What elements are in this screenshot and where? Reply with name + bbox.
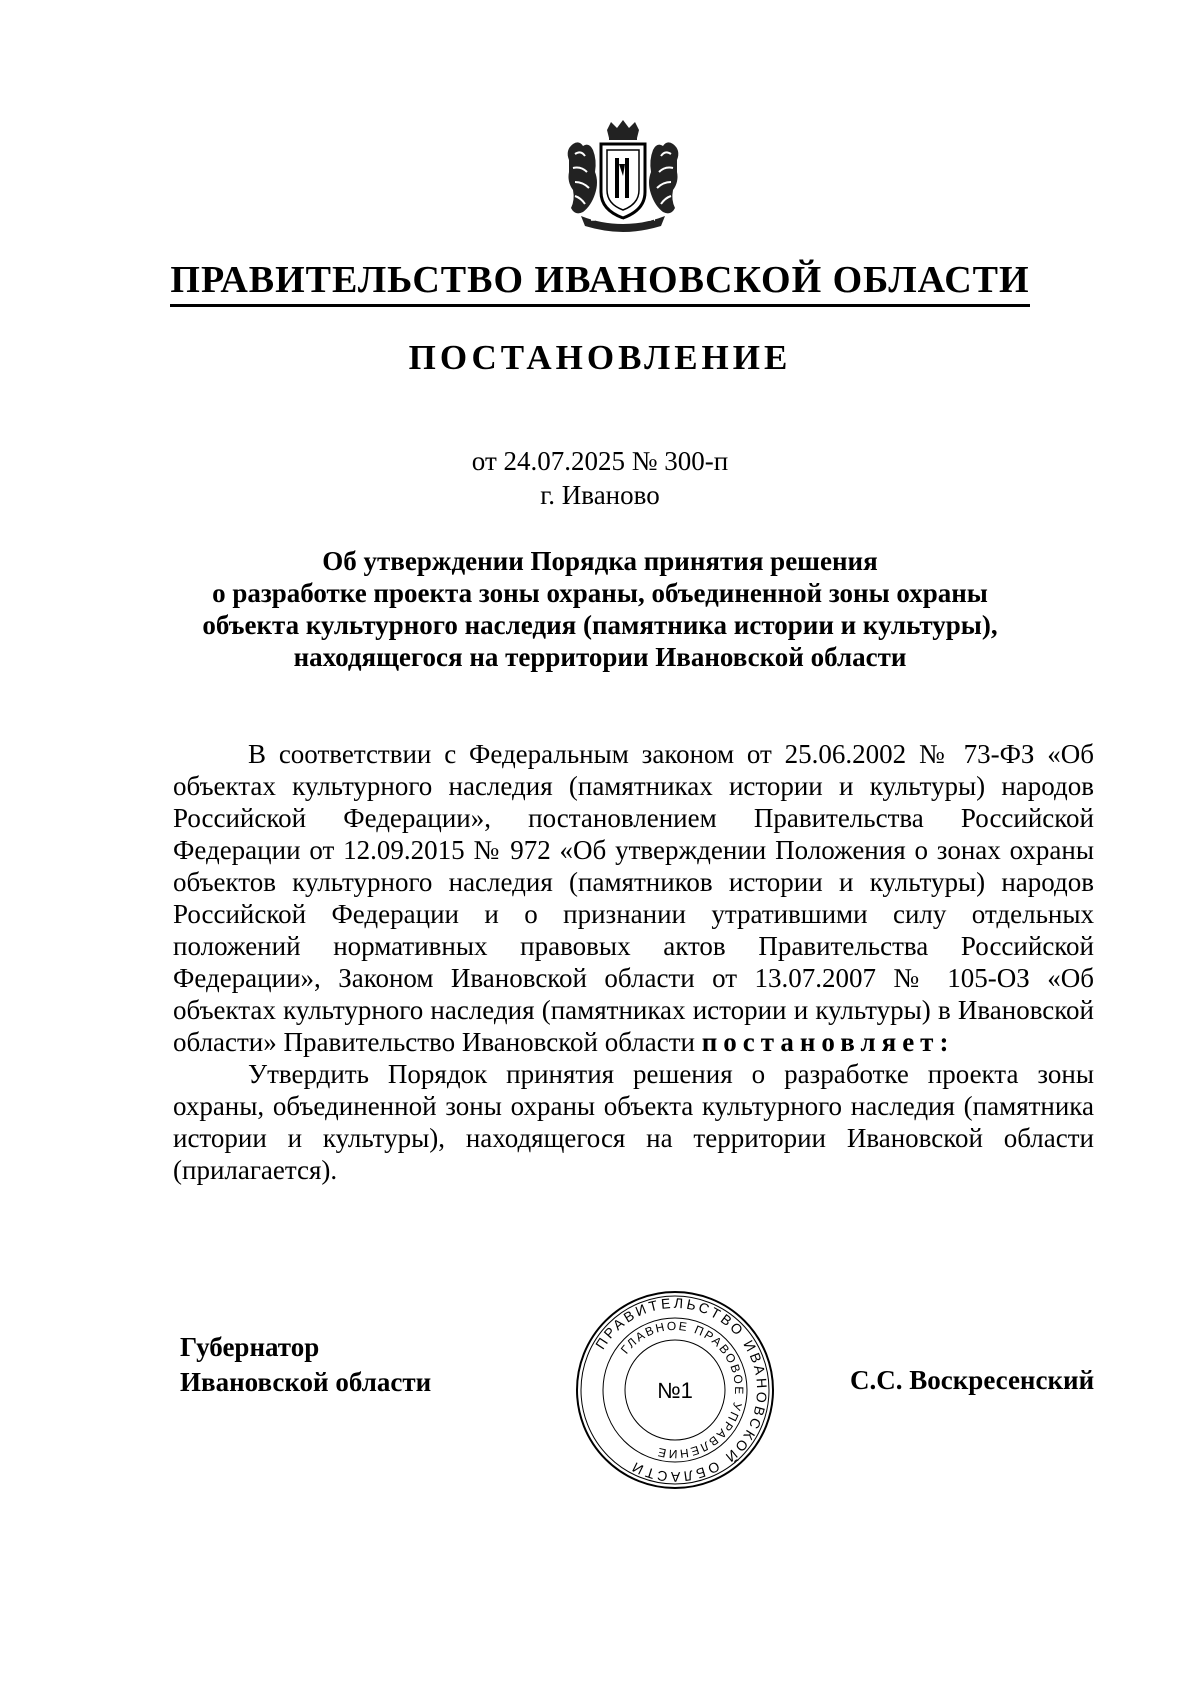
preamble-text: В соответствии с Федеральным законом от 25.06.2002 № 73-ФЗ «Об объектах культурного наследия (памятниках истории и культуры) народов Российской Федерации», постановлением Правительства Российской Федерации от 12.09.2015 № 972 «Об утверждении Положения о зонах охраны объектов культурного наследия (памятников истории и культуры) народов Российской Федерации и о признании утратившими силу отдельных положений нормативных правовых актов Правительства Российской Федерации», Законом Ивановской области от 13.07.2007 № 105-ОЗ «Об объектах культурного наследия (памятниках истории и культуры) в Ивановской области» Правительство Ивановской области [173, 739, 1094, 1057]
subject-line: находящегося на территории Ивановской области [293, 642, 907, 672]
document-city: г. Иваново [540, 480, 660, 510]
subject-line: о разработке проекта зоны охраны, объединенной зоны охраны [212, 578, 988, 608]
preamble-paragraph [173, 738, 1094, 1058]
signatory-name: С.С. Воскресенский [850, 1365, 1095, 1395]
government-title: ПРАВИТЕЛЬСТВО ИВАНОВСКОЙ ОБЛАСТИ [0, 258, 1200, 307]
official-stamp [575, 1290, 775, 1490]
stamp-outer-text: ПРАВИТЕЛЬСТВО ИВАНОВСКОЙ ОБЛАСТИ [592, 1294, 771, 1486]
stamp-inner-text: ГЛАВНОЕ ПРАВОВОЕ УПРАВЛЕНИЕ [617, 1318, 747, 1462]
coat-of-arms-emblem [561, 120, 685, 232]
signatory-position [180, 1330, 431, 1400]
subject-line: Об утверждении Порядка принятия решения [322, 546, 878, 576]
document-subject [160, 545, 1040, 673]
document-type: ПОСТАНОВЛЕНИЕ [408, 338, 792, 377]
decree-word: постановляет: [701, 1027, 955, 1057]
resolution-paragraph: Утвердить Порядок принятия решения о разработке проекта зоны охраны, объединенной зоны охраны объекта культурного наследия (памятника истории и культуры), находящегося на территории Ивановской области (прилагается). [173, 1059, 1094, 1185]
signatory-position-line: Ивановской области [180, 1367, 432, 1397]
signatory-position-line: Губернатор [180, 1332, 320, 1362]
document-body [173, 738, 1094, 1186]
stamp-number: №1 [657, 1378, 693, 1403]
subject-line: объекта культурного наследия (памятника истории и культуры), [202, 610, 998, 640]
document-date-number: от 24.07.2025 № 300-п [471, 446, 729, 476]
